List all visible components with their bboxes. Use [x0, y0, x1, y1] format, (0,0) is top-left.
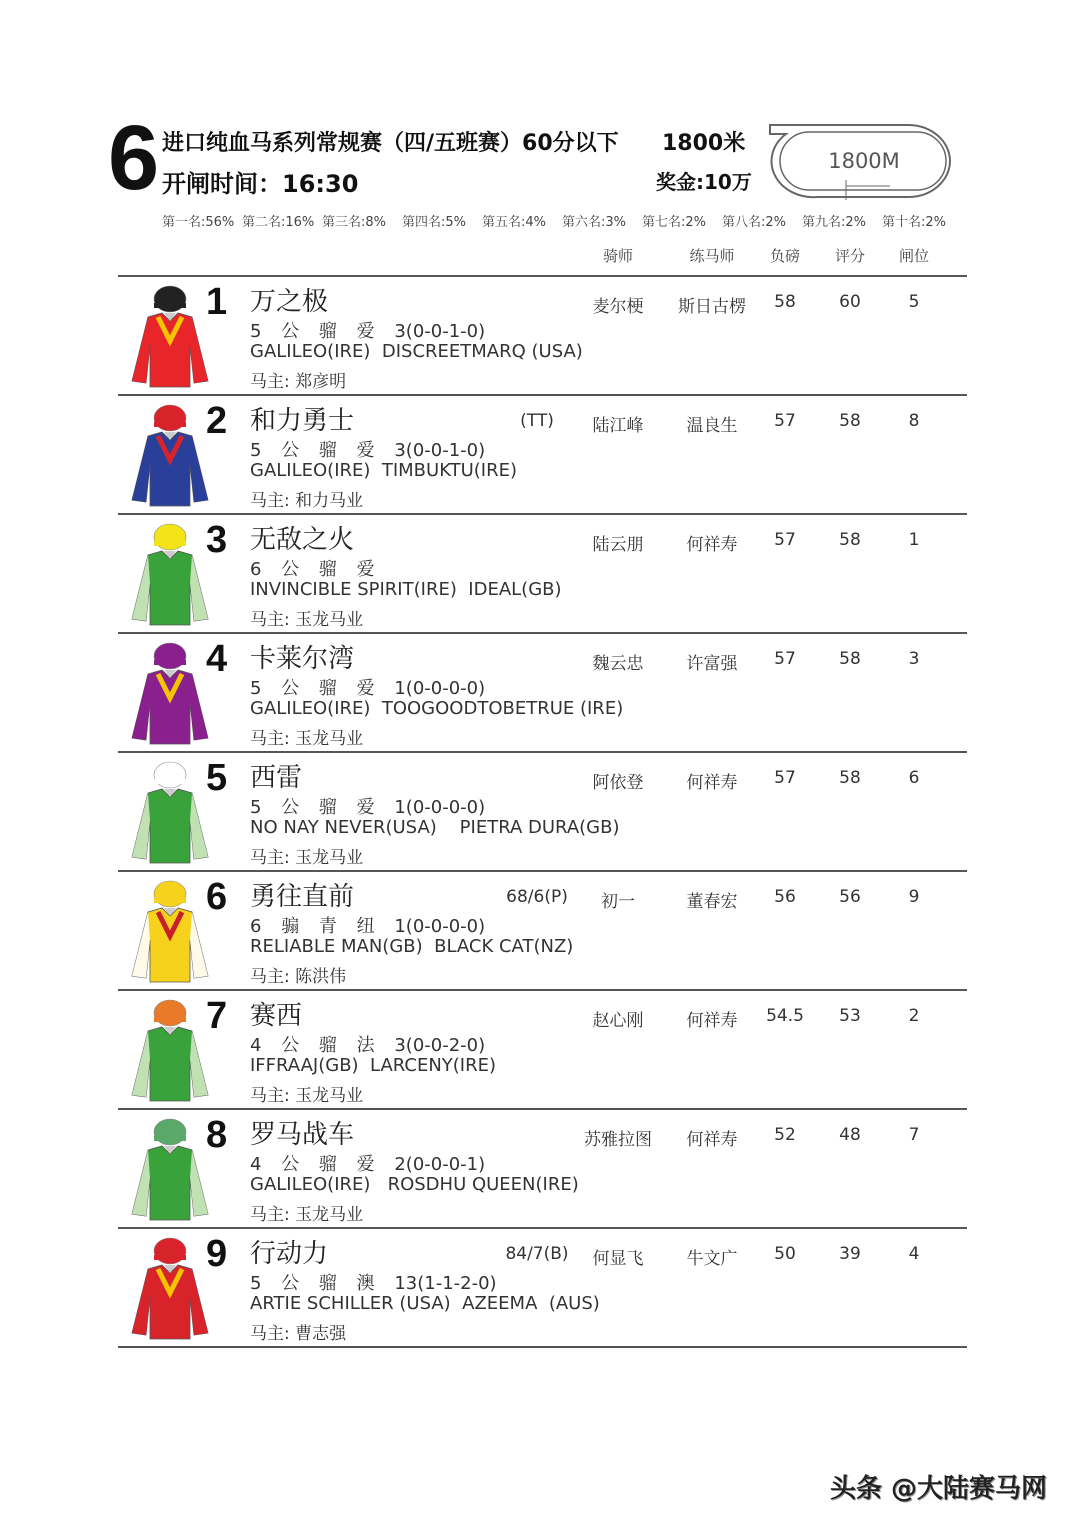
horse-info: 5 公 骝 澳 13(1-1-2-0) [250, 1273, 497, 1294]
header-jockey: 骑师 [602, 247, 634, 265]
horse-pedigree: RELIABLE MAN(GB) BLACK CAT(NZ) [250, 936, 574, 957]
horse-name: 万之极 [250, 287, 329, 317]
gate: 5 [908, 292, 920, 312]
runner-row[interactable] [118, 1110, 967, 1229]
prize-split-item: 第三名:8% [322, 215, 387, 230]
horse-info: 5 公 骝 爱 1(0-0-0-0) [250, 797, 486, 818]
rating: 58 [839, 768, 861, 788]
jockey-silks-icon [124, 1235, 216, 1343]
horse-name: 勇往直前 [250, 882, 355, 912]
runner-row[interactable] [118, 396, 967, 515]
horse-owner: 马主: 陈洪伟 [250, 967, 347, 987]
jockey-silks-icon [124, 402, 216, 510]
jockey-silks-icon [124, 759, 216, 867]
rating: 58 [839, 649, 861, 669]
gate: 2 [908, 1006, 920, 1026]
track-label: 1800M [828, 149, 900, 173]
horse-info: 5 公 骝 爱 3(0-0-1-0) [250, 440, 486, 461]
horse-info: 6 公 骝 爱 [250, 559, 375, 580]
trainer: 温良生 [686, 416, 738, 436]
jockey-silks-icon [124, 283, 216, 391]
horse-owner: 马主: 玉龙马业 [250, 729, 364, 749]
gate: 9 [908, 887, 920, 907]
horse-info: 5 公 骝 爱 1(0-0-0-0) [250, 678, 486, 699]
rating: 39 [839, 1244, 861, 1264]
watermark: 头条 @大陆赛马网 [830, 1474, 1048, 1504]
prize-split-item: 第九名:2% [802, 215, 867, 230]
trainer: 许富强 [686, 654, 738, 674]
horse-owner: 马主: 曹志强 [250, 1324, 347, 1344]
gate: 1 [908, 530, 920, 550]
horse-number: 6 [206, 876, 228, 918]
weight: 52 [774, 1125, 796, 1145]
horse-pedigree: GALILEO(IRE) DISCREETMARQ (USA) [250, 341, 583, 362]
weight: 58 [774, 292, 796, 312]
trainer: 何祥寿 [686, 773, 738, 793]
race-title: 进口纯血马系列常规赛（四/五班赛）60分以下 [162, 131, 619, 156]
runner-row[interactable] [118, 753, 967, 872]
jockey: 初一 [601, 892, 635, 912]
trainer: 何祥寿 [686, 535, 738, 555]
trainer: 斯日古楞 [678, 297, 746, 317]
horse-name: 卡莱尔湾 [250, 644, 355, 674]
prize-split-item: 第七名:2% [642, 215, 707, 230]
horse-pedigree: GALILEO(IRE) ROSDHU QUEEN(IRE) [250, 1174, 579, 1195]
horse-number: 4 [206, 638, 228, 680]
gate: 6 [908, 768, 920, 788]
runner-row[interactable] [118, 1229, 967, 1348]
weight: 57 [774, 768, 796, 788]
jockey: 陆云朋 [592, 535, 644, 555]
jockey: 魏云忠 [592, 654, 644, 674]
prize-split [162, 211, 962, 230]
trainer: 何祥寿 [686, 1011, 738, 1031]
horse-pedigree: ARTIE SCHILLER (USA) AZEEMA (AUS) [250, 1293, 600, 1314]
gate: 4 [908, 1244, 920, 1264]
horse-tag: 68/6(P) [506, 887, 568, 907]
jockey: 何显飞 [592, 1249, 644, 1269]
runner-row[interactable] [118, 872, 967, 991]
header-rating: 评分 [834, 247, 866, 265]
weight: 57 [774, 649, 796, 669]
header-weight: 负磅 [769, 247, 801, 265]
race-distance: 1800米 [662, 131, 746, 156]
horse-number: 8 [206, 1114, 228, 1156]
horse-name: 无敌之火 [250, 525, 355, 555]
horse-name: 和力勇士 [250, 406, 355, 436]
header-trainer: 练马师 [689, 247, 735, 265]
horse-pedigree: NO NAY NEVER(USA) PIETRA DURA(GB) [250, 817, 620, 838]
horse-info: 6 骟 青 纽 1(0-0-0-0) [250, 916, 486, 937]
track-diagram-icon [768, 122, 953, 200]
horse-pedigree: GALILEO(IRE) TIMBUKTU(IRE) [250, 460, 518, 481]
runner-row[interactable] [118, 277, 967, 396]
prize-split-item: 第一名:56% [162, 215, 235, 230]
horse-info: 4 公 骝 爱 2(0-0-0-1) [250, 1154, 486, 1175]
gate: 7 [908, 1125, 920, 1145]
divider [118, 1346, 967, 1348]
trainer: 何祥寿 [686, 1130, 738, 1150]
horse-name: 行动力 [250, 1239, 329, 1269]
horse-name: 西雷 [250, 763, 303, 793]
rating: 58 [839, 411, 861, 431]
horse-name: 罗马战车 [250, 1120, 355, 1150]
horse-owner: 马主: 郑彦明 [250, 372, 347, 392]
prize-money: 奖金:10万 [656, 170, 752, 194]
horse-number: 9 [206, 1233, 228, 1275]
prize-split-item: 第五名:4% [482, 215, 547, 230]
horse-tag: (TT) [520, 411, 554, 431]
horse-owner: 马主: 玉龙马业 [250, 1205, 364, 1225]
jockey-silks-icon [124, 640, 216, 748]
jockey-silks-icon [124, 521, 216, 629]
jockey: 麦尔梗 [592, 297, 644, 317]
jockey: 苏雅拉图 [584, 1130, 652, 1150]
gate: 3 [908, 649, 920, 669]
horse-pedigree: INVINCIBLE SPIRIT(IRE) IDEAL(GB) [250, 579, 562, 600]
horse-number: 2 [206, 400, 228, 442]
horse-number: 1 [206, 281, 228, 323]
gate: 8 [908, 411, 920, 431]
runner-row[interactable] [118, 634, 967, 753]
jockey: 陆江峰 [592, 416, 644, 436]
prize-split-item: 第二名:16% [242, 215, 315, 230]
start-time: 开闸时间：16:30 [162, 170, 359, 198]
weight: 50 [774, 1244, 796, 1264]
trainer: 董春宏 [686, 892, 738, 912]
prize-split-item: 第十名:2% [882, 215, 947, 230]
rating: 56 [839, 887, 861, 907]
horse-number: 7 [206, 995, 228, 1037]
rating: 60 [839, 292, 861, 312]
rating: 58 [839, 530, 861, 550]
horse-number: 5 [206, 757, 228, 799]
rating: 53 [839, 1006, 861, 1026]
weight: 57 [774, 411, 796, 431]
jockey-silks-icon [124, 1116, 216, 1224]
horse-info: 4 公 骝 法 3(0-0-2-0) [250, 1035, 486, 1056]
horse-tag: 84/7(B) [505, 1244, 569, 1264]
horse-pedigree: IFFRAAJ(GB) LARCENY(IRE) [250, 1055, 497, 1076]
runner-row[interactable] [118, 991, 967, 1110]
horse-owner: 马主: 玉龙马业 [250, 1086, 364, 1106]
trainer: 牛文广 [686, 1249, 738, 1269]
horse-number: 3 [206, 519, 228, 561]
horse-owner: 马主: 玉龙马业 [250, 848, 364, 868]
header-gate: 闸位 [898, 247, 930, 265]
runner-row[interactable] [118, 515, 967, 634]
weight: 54.5 [766, 1006, 804, 1026]
horse-info: 5 公 骝 爱 3(0-0-1-0) [250, 321, 486, 342]
jockey-silks-icon [124, 878, 216, 986]
rating: 48 [839, 1125, 861, 1145]
jockey-silks-icon [124, 997, 216, 1105]
horse-pedigree: GALILEO(IRE) TOOGOODTOBETRUE (IRE) [250, 698, 624, 719]
jockey: 阿依登 [592, 773, 644, 793]
weight: 56 [774, 887, 796, 907]
race-number: 6 [108, 107, 160, 209]
prize-split-item: 第六名:3% [562, 215, 627, 230]
weight: 57 [774, 530, 796, 550]
horse-name: 赛西 [250, 1001, 303, 1031]
jockey: 赵心刚 [592, 1011, 644, 1031]
prize-split-item: 第四名:5% [402, 215, 467, 230]
horse-owner: 马主: 和力马业 [250, 491, 364, 511]
prize-split-item: 第八名:2% [722, 215, 787, 230]
horse-owner: 马主: 玉龙马业 [250, 610, 364, 630]
